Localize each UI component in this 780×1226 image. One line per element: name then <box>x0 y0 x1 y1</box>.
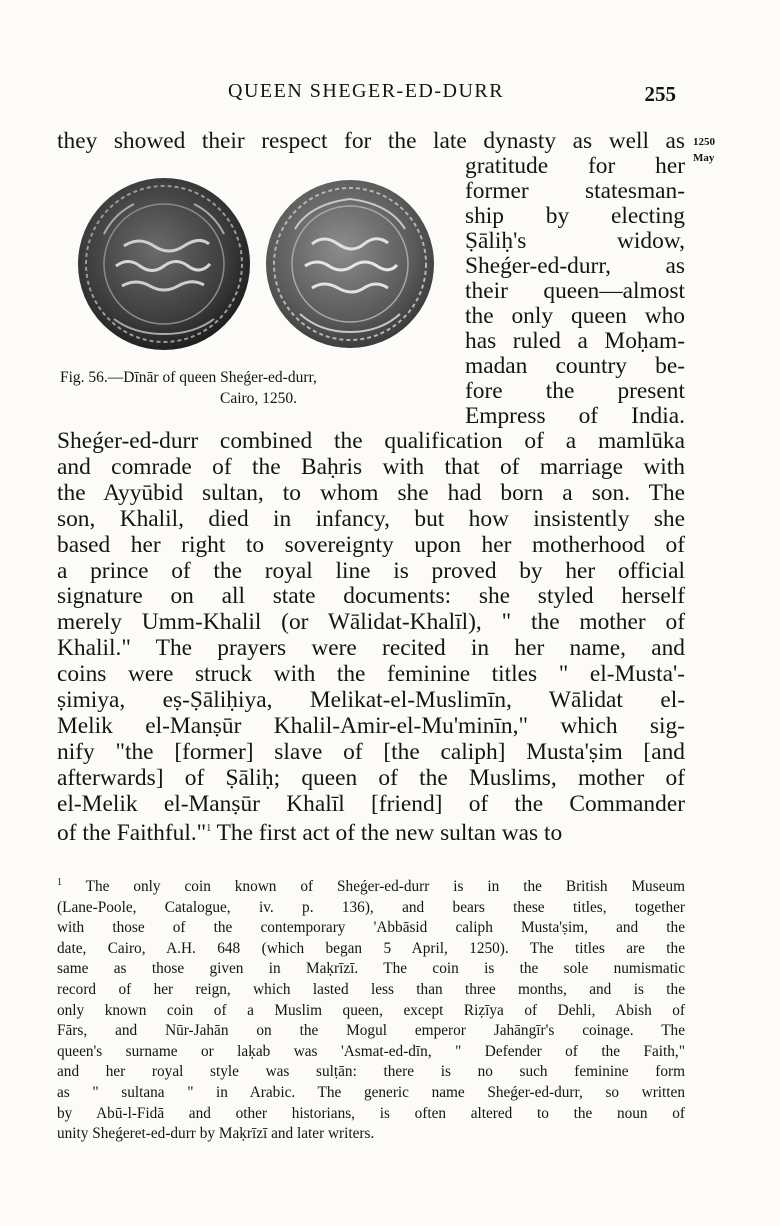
footnote-line: date, Cairo, A.H. 648 (which began 5 April, 1250). The titles are the <box>57 939 685 957</box>
body-line-wrapped: has ruled a Moḥam- <box>465 328 685 354</box>
body-line: and comrade of the Baḥris with that of marriage with <box>57 453 685 480</box>
body-line-wrapped: Sheǵer-ed-durr, as <box>465 253 685 279</box>
body-line: Khalil." The prayers were recited in her name, and <box>57 635 685 662</box>
footnote-line: with those of the contemporary 'Abbāsid caliph Musta'ṣim, and the <box>57 919 685 937</box>
body-line-first: they showed their respect for the late dynasty as well as <box>57 128 685 154</box>
footnote-line: only known coin of a Muslim queen, except Riẓīya of Dehli, Abish of <box>57 1001 685 1019</box>
body-line-wrapped: the only queen who <box>465 303 685 329</box>
body-line-wrapped: ship by electing <box>465 203 685 229</box>
body-line-last <box>57 816 685 846</box>
body-line-wrapped: madan country be- <box>465 353 685 379</box>
body-line-wrapped: gratitude for her <box>465 153 685 179</box>
margin-date-note <box>693 134 715 166</box>
footnote-line: same as those given in Maḳrīzī. The coin is the sole numismatic <box>57 960 685 978</box>
body-line: son, Khalil, died in infancy, but how insistently she <box>57 505 685 532</box>
body-line: Melik el-Manṣūr Khalil-Amir-el-Mu'minīn," which sig- <box>57 712 685 739</box>
footnote-line-text: The only coin known of Sheǵer-ed-durr is in the British Museum <box>62 878 685 896</box>
footnote-line: (Lane-Poole, Catalogue, iv. p. 136), and bears these titles, together <box>57 898 685 916</box>
body-line: ṣimiya, eṣ-Ṣāliḥiya, Melikat-el-Muslimīn, Wālidat el- <box>57 687 685 713</box>
body-line: a prince of the royal line is proved by her official <box>57 557 685 584</box>
body-line-wrapped: their queen—almost <box>465 278 685 304</box>
footnote-line: unity Sheǵeret-ed-durr by Maḳrīzī and later writers. <box>57 1125 375 1143</box>
body-line: afterwards] of Ṣāliḥ; queen of the Muslims, mother of <box>57 764 685 791</box>
footnote-block <box>57 873 685 1145</box>
figure-caption-line-1: Fig. 56.—Dīnār of queen Sheǵer-ed-durr, <box>60 369 317 386</box>
body-line: Sheǵer-ed-durr combined the qualification of a mamlūka <box>57 428 685 454</box>
body-last-line-text: of the Faithful." <box>57 819 207 846</box>
body-line: el-Melik el-Manṣūr Khalīl [friend] of the Commander <box>57 790 685 817</box>
margin-year: 1250 <box>693 136 715 148</box>
footnote-line: and her royal style was sulṭān: there is no such feminine form <box>57 1063 685 1081</box>
page-number: 255 <box>644 82 676 106</box>
body-line: coins were struck with the feminine titles " el-Musta'- <box>57 661 685 688</box>
body-line: the Ayyūbid sultan, to whom she had born a son. The <box>57 479 685 506</box>
footnote-line: record of her reign, which lasted less than three months, and is the <box>57 981 685 999</box>
body-line: based her right to sovereignty upon her motherhood of <box>57 531 685 558</box>
body-line: merely Umm-Khalil (or Wālidat-Khalīl), " the mother of <box>57 609 685 636</box>
body-line-wrapped: fore the present <box>465 378 685 404</box>
running-title: QUEEN SHEGER-ED-DURR <box>228 80 505 102</box>
body-line-wrapped: Ṣāliḥ's widow, <box>465 228 685 254</box>
coin-figure <box>60 162 450 412</box>
body-line-wrapped: Empress of India. <box>465 403 685 429</box>
body-line: nify "the [former] slave of [the caliph] Musta'ṣim [and <box>57 738 685 765</box>
footnote-line: queen's surname or laḳab was 'Asmat-ed-dīn, " Defender of the Faith," <box>57 1042 685 1060</box>
footnote-line: Fārs, and Nūr-Jahān on the Mogul emperor Jahāngīr's coinage. The <box>57 1022 685 1040</box>
running-header <box>56 80 676 110</box>
footnote-marker: 1 <box>57 877 62 888</box>
coin-reverse-image <box>260 174 440 354</box>
body-line: signature on all state documents: she styled herself <box>57 583 685 610</box>
coin-obverse-image <box>74 174 254 354</box>
figure-caption-line-2: Cairo, 1250. <box>220 390 298 407</box>
footnote-line: by Abū-l-Fidā and other historians, is often altered to the noun of <box>57 1104 685 1122</box>
footnote-reference: 1 <box>206 823 212 834</box>
footnote-line <box>57 873 685 898</box>
body-last-line-rest: The first act of the new sultan was to <box>211 819 563 846</box>
footnote-line: as " sultana " in Arabic. The generic name Sheǵer-ed-durr, so written <box>57 1084 685 1102</box>
figure-caption <box>60 367 460 409</box>
margin-month: May <box>693 152 715 164</box>
body-line-wrapped: former statesman- <box>465 178 685 204</box>
